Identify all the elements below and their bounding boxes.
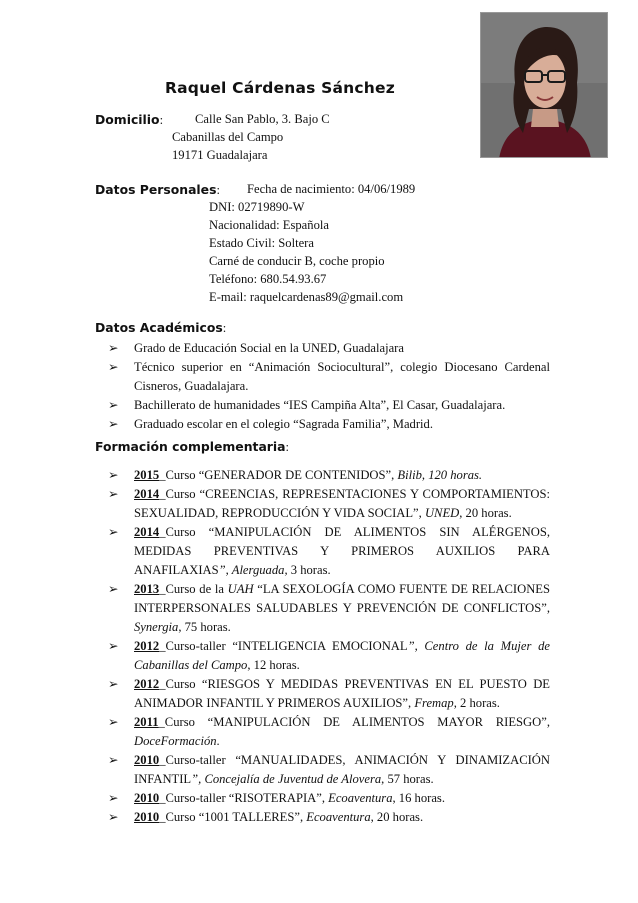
course-text: _Curso “MANIPULACIÓN DE ALIMENTOS SIN ALÉRGENOS, MEDIDAS PREVENTIVAS Y PRIMEROS AUXILIOS PARA ANAFILAXIAS [134, 525, 550, 577]
address-line: Calle San Pablo, 3. Bajo C [195, 112, 330, 126]
academicos-list-container [95, 339, 550, 434]
academic-text: Grado de Educación Social en la UNED, Guadalajara [134, 341, 404, 355]
course-text: Synergia [134, 620, 179, 634]
list-item [95, 339, 550, 358]
course-text: ”, Concejalía de Juventud de Alovera [191, 772, 382, 786]
course-text: 3 horas. [287, 563, 331, 577]
list-item [95, 675, 550, 713]
formacion-list-container [95, 466, 550, 827]
personal-line: DNI: 02719890-W [209, 200, 305, 214]
course-text: , 75 horas. [178, 620, 231, 634]
course-text: ”, Centro de la Mujer de Cabanillas del Campo [134, 639, 550, 672]
course-text: _Curso “1001 TALLERES”, [159, 810, 307, 824]
course-text: _Curso-taller “RISOTERAPIA”, [159, 791, 329, 805]
personales-label: Datos Personales [95, 182, 217, 197]
arrow-bullet-icon: ➢ [108, 715, 119, 729]
course-text: UAH [227, 582, 254, 596]
course-year: 2010 [134, 810, 160, 824]
course-year: 2010 [134, 753, 160, 767]
course-text: _Curso “MANIPULACIÓN DE ALIMENTOS MAYOR RIESGO”, [158, 715, 550, 729]
personal-line: Teléfono: 680.54.93.67 [209, 272, 327, 286]
course-text: , 20 horas. [370, 810, 424, 824]
course-year: 2011 [134, 715, 159, 729]
course-year: 2013 [134, 582, 160, 596]
course-text: , 2 horas. [453, 696, 500, 710]
course-text: _Curso-taller “INTELIGENCIA EMOCIONAL [159, 639, 408, 653]
address-line: Cabanillas del Campo [172, 130, 284, 144]
arrow-bullet-icon: ➢ [108, 417, 119, 431]
list-item [95, 485, 550, 523]
course-text: , 12 horas. [247, 658, 300, 672]
course-text: , 20 horas. [459, 506, 512, 520]
course-text: , 57 horas. [381, 772, 434, 786]
address-line: 19171 Guadalajara [172, 148, 268, 162]
course-year: 2010 [134, 791, 160, 805]
list-item [95, 580, 550, 637]
list-item [95, 396, 550, 415]
formacion-label: Formación complementaria [95, 439, 286, 454]
list-item [95, 523, 550, 580]
academicos-list [95, 339, 550, 434]
academic-text: Graduado escolar en el colegio “Sagrada Familia”, Madrid. [134, 417, 433, 431]
list-item [95, 415, 550, 434]
academicos-label: Datos Académicos [95, 320, 223, 335]
course-year: 2012 [134, 677, 160, 691]
course-text: _Curso “RIESGOS Y MEDIDAS PREVENTIVAS EN EL PUESTO DE ANIMADOR INFANTIL Y PRIMEROS AUXILIOS”, [134, 677, 550, 710]
list-item [95, 808, 550, 827]
arrow-bullet-icon: ➢ [108, 341, 119, 355]
course-text: _Curso-taller “MANUALIDADES, ANIMACIÓN Y DINAMIZACIÓN INFANTIL [134, 753, 550, 786]
course-text: . [216, 734, 220, 748]
arrow-bullet-icon: ➢ [108, 360, 119, 374]
list-item [95, 466, 550, 485]
list-item [95, 713, 550, 751]
arrow-bullet-icon: ➢ [108, 582, 119, 596]
domicilio-label: Domicilio [95, 112, 160, 127]
formacion-list [95, 466, 550, 827]
course-text: _Curso “CREENCIAS, REPRESENTACIONES Y COMPORTAMIENTOS: SEXUALIDAD, REPRODUCCIÓN Y VIDA SOCIAL”, [134, 487, 550, 520]
arrow-bullet-icon: ➢ [108, 810, 119, 824]
profile-photo [480, 12, 608, 158]
course-year: 2015 [134, 468, 160, 482]
list-item [95, 637, 550, 675]
personal-line: Fecha de nacimiento: 04/06/1989 [247, 182, 416, 196]
academic-text: Bachillerato de humanidades “IES Campiña Alta”, El Casar, Guadalajara. [134, 398, 506, 412]
portrait-image [481, 13, 608, 158]
course-text: Ecoaventura [328, 791, 393, 805]
course-text: Ecoaventura [306, 810, 371, 824]
domicilio-heading: Domicilio: [95, 112, 164, 127]
person-name: Raquel Cárdenas Sánchez [165, 79, 395, 97]
course-text: “LA SEXOLOGÍA COMO FUENTE DE RELACIONES INTERPERSONALES SALUDABLES Y PREVENCIÓN DE CONFLICTOS”, [134, 582, 550, 615]
arrow-bullet-icon: ➢ [108, 639, 119, 653]
personal-line: Estado Civil: Soltera [209, 236, 314, 250]
course-text: _Curso de la [159, 582, 228, 596]
course-text: DoceFormación [134, 734, 217, 748]
personales-heading: Datos Personales: [95, 182, 220, 197]
course-text: _Curso “GENERADOR DE CONTENIDOS”, [159, 468, 398, 482]
arrow-bullet-icon: ➢ [108, 487, 119, 501]
academic-text: Técnico superior en “Animación Sociocultural”, colegio Diocesano Cardenal Cisneros, Guadalajara. [134, 360, 550, 393]
course-year: 2012 [134, 639, 160, 653]
arrow-bullet-icon: ➢ [108, 791, 119, 805]
course-text: UNED [424, 506, 460, 520]
formacion-heading: Formación complementaria: [95, 439, 290, 454]
course-text: , 16 horas. [392, 791, 445, 805]
course-text: Fremap [414, 696, 454, 710]
personal-line: Nacionalidad: Española [209, 218, 329, 232]
course-year: 2014 [134, 487, 160, 501]
list-item [95, 789, 550, 808]
academicos-heading: Datos Académicos: [95, 320, 227, 335]
arrow-bullet-icon: ➢ [108, 468, 119, 482]
course-year: 2014 [134, 525, 160, 539]
arrow-bullet-icon: ➢ [108, 677, 119, 691]
list-item [95, 751, 550, 789]
personal-line: Carné de conducir B, coche propio [209, 254, 385, 268]
list-item [95, 358, 550, 396]
arrow-bullet-icon: ➢ [108, 398, 119, 412]
arrow-bullet-icon: ➢ [108, 525, 119, 539]
course-text: ”, Alerguada, [218, 563, 288, 577]
course-text: Bilib, 120 horas. [397, 468, 483, 482]
arrow-bullet-icon: ➢ [108, 753, 119, 767]
personal-line: E-mail: raquelcardenas89@gmail.com [209, 290, 404, 304]
